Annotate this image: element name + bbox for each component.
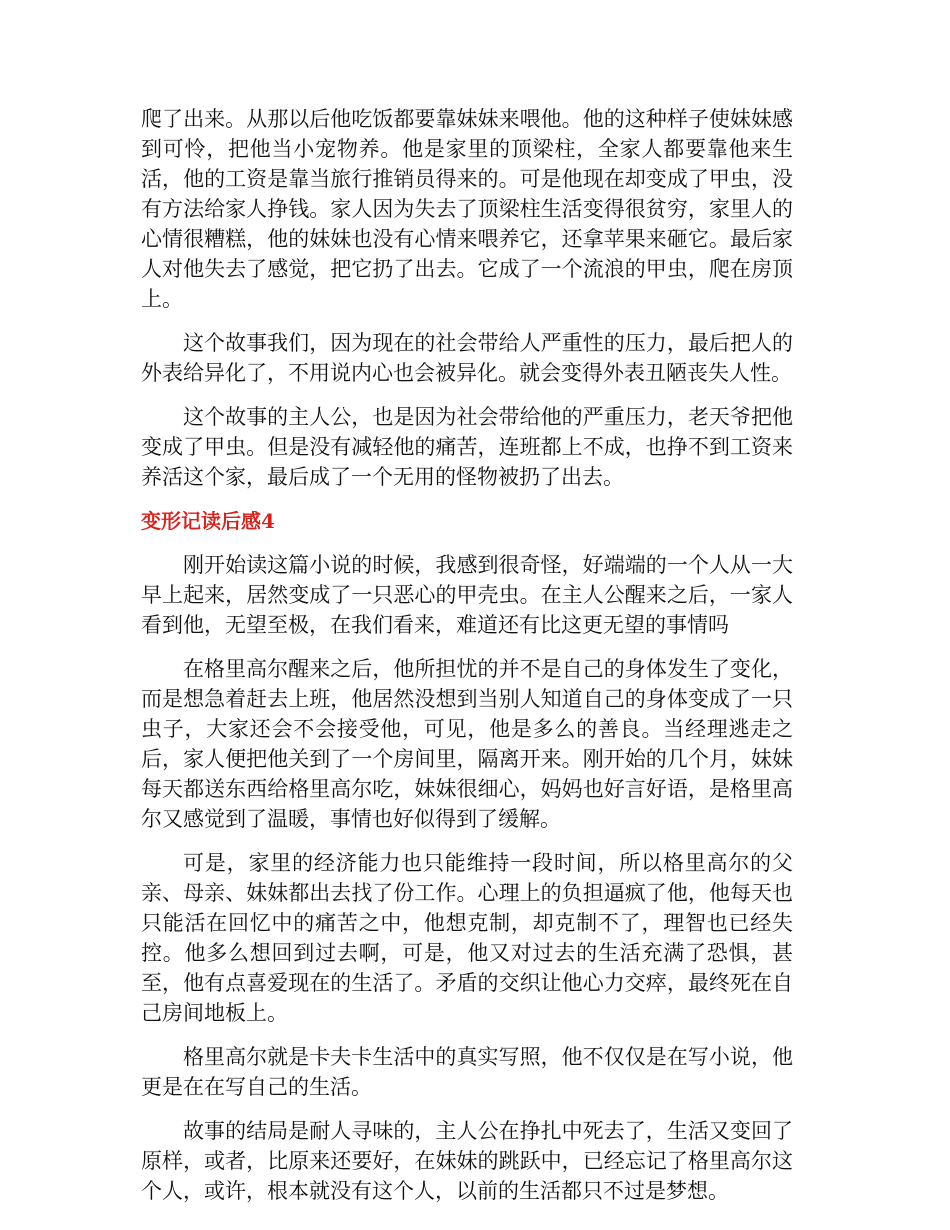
paragraph: 这个故事的主人公，也是因为社会带给他的严重压力，老天爷把他变成了甲虫。但是没有减轻他的痛苦，连班都上不成，也挣不到工资来养活这个家，最后成了一个无用的怪物被扔了出去。	[141, 405, 793, 489]
paragraph: 刚开始读这篇小说的时候，我感到很奇怪，好端端的一个人从一大早上起来，居然变成了一只恶心的甲壳虫。在主人公醒来之后，一家人看到他，无望至极，在我们看来，难道还有比这更无望的事情吗	[141, 553, 793, 637]
paragraph: 故事的结局是耐人寻味的，主人公在挣扎中死去了，生活又变回了原样，或者，比原来还要好，在妹妹的跳跃中，已经忘记了格里高尔这个人，或许，根本就没有这个人，以前的生活都只不过是梦想。	[141, 1119, 793, 1203]
paragraph: 在格里高尔醒来之后，他所担忧的并不是自己的身体发生了变化，而是想急着赶去上班，他居然没想到当别人知道自己的身体变成了一只虫子，大家还会不会接受他，可见，他是多么的善良。当经理逃走之后，家人便把他关到了一个房间里，隔离开来。刚开始的几个月，妹妹每天都送东西给格里高尔吃，妹妹很细心，妈妈也好言好语，是格里高尔又感觉到了温暖，事情也好似得到了缓解。	[141, 657, 793, 831]
paragraph: 可是，家里的经济能力也只能维持一段时间，所以格里高尔的父亲、母亲、妹妹都出去找了份工作。心理上的负担逼疯了他，他每天也只能活在回忆中的痛苦之中，他想克制，却克制不了，理智也已经失控。他多么想回到过去啊，可是，他又对过去的生活充满了恐惧，甚至，他有点喜爱现在的生活了。矛盾的交织让他心力交瘁，最终死在自己房间地板上。	[141, 851, 793, 1025]
paragraph-continuation: 爬了出来。从那以后他吃饭都要靠妹妹来喂他。他的这种样子使妹妹感到可怜，把他当小宠物养。他是家里的顶梁柱，全家人都要靠他来生活，他的工资是靠当旅行推销员得来的。可是他现在却变成了甲虫，没有方法给家人挣钱。家人因为失去了顶梁柱生活变得很贫穷，家里人的心情很糟糕，他的妹妹也没有心情来喂养它，还拿苹果来砸它。最后家人对他失去了感觉，把它扔了出去。它成了一个流浪的甲虫，爬在房顶上。	[141, 107, 793, 311]
section-heading: 变形记读后感4	[141, 509, 275, 533]
paragraph: 这个故事我们，因为现在的社会带给人严重性的压力，最后把人的外表给异化了，不用说内心也会被异化。就会变得外表丑陋丧失人性。	[141, 331, 793, 385]
document-page	[141, 104, 793, 1220]
paragraph: 格里高尔就是卡夫卡生活中的真实写照，他不仅仅是在写小说，他更是在在写自己的生活。	[141, 1045, 793, 1099]
